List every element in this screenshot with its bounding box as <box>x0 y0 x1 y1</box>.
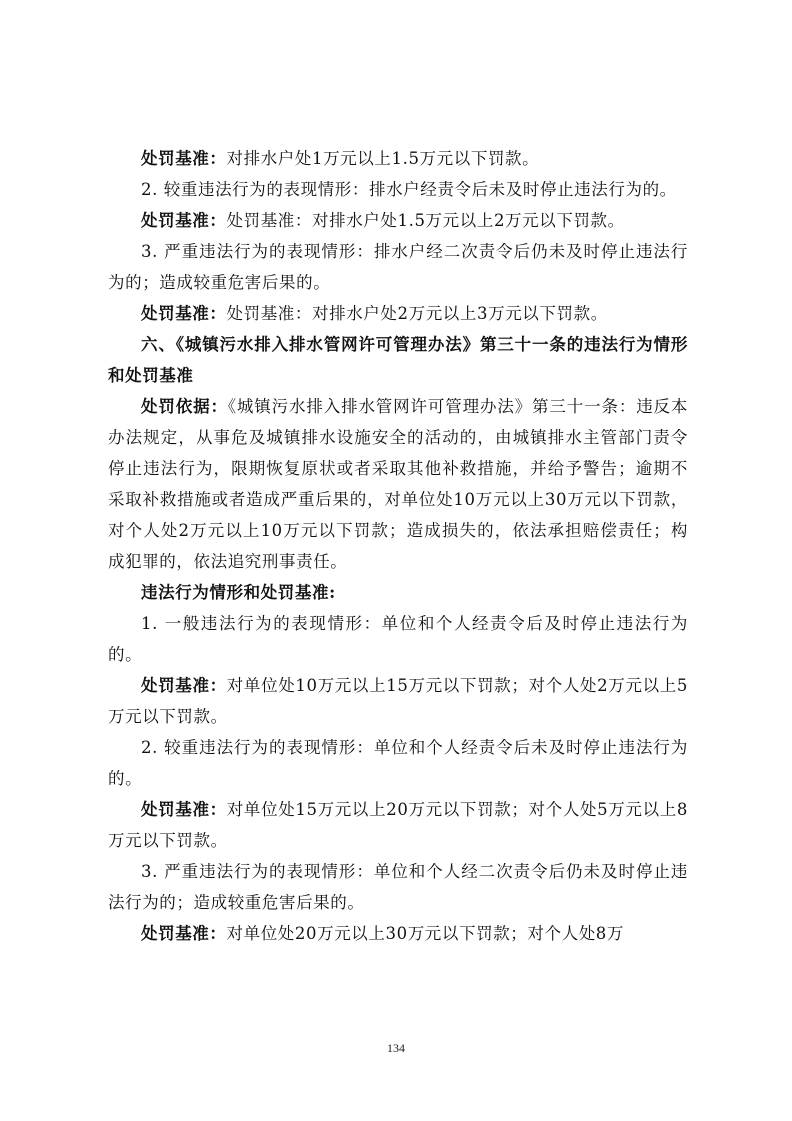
paragraph-text: 对单位处20万元以上30万元以下罚款；对个人处8万 <box>226 924 624 943</box>
paragraph-text: 处罚基准：对排水户处2万元以上3万元以下罚款。 <box>226 304 608 323</box>
document-body <box>108 143 688 949</box>
paragraph-text: 1. 一般违法行为的表现情形：单位和个人经责令后及时停止违法行为的。 <box>108 614 688 664</box>
paragraph-text: 2. 较重违法行为的表现情形：排水户经责令后未及时停止违法行为的。 <box>141 180 677 199</box>
section-heading <box>108 329 688 391</box>
paragraph <box>108 732 688 794</box>
paragraph <box>108 608 688 670</box>
paragraph-bold-lead: 违法行为情形和处罚基准: <box>141 583 336 602</box>
paragraph-text: 《城镇污水排入排水管网许可管理办法》第三十一条：违反本办法规定，从事危及城镇排水设施安全的活动的，由城镇排水主管部门责令停止违法行为，限期恢复原状或者采取其他补救措施，并给予警告；逾期不采取补救措施或者造成严重后果的，对单位处10万元以上30万元以下罚款，对个人处2万元以上10万元以下罚款；造成损失的，依法承担赔偿责任；构成犯罪的，依法追究刑事责任。 <box>108 397 689 571</box>
paragraph-bold-lead: 处罚基准： <box>141 304 227 323</box>
paragraph-bold-lead: 处罚依据： <box>141 397 228 416</box>
paragraph-bold-lead: 处罚基准： <box>141 800 227 819</box>
paragraph-text: 处罚基准：对排水户处1.5万元以上2万元以下罚款。 <box>226 211 625 230</box>
paragraph-bold-lead: 处罚基准： <box>141 924 227 943</box>
paragraph-text: 对单位处15万元以上20万元以下罚款；对个人处5万元以上8万元以下罚款。 <box>108 800 689 850</box>
paragraph-text: 3. 严重违法行为的表现情形：单位和个人经二次责令后仍未及时停止违法行为的；造成较重危害后果的。 <box>108 862 688 912</box>
paragraph <box>108 577 688 608</box>
paragraph <box>108 298 688 329</box>
page-number: 134 <box>387 1041 405 1055</box>
paragraph <box>108 174 688 205</box>
section-heading-text: 六、《城镇污水排入排水管网许可管理办法》第三十一条的违法行为情形和处罚基准 <box>108 335 688 385</box>
paragraph <box>108 794 688 856</box>
paragraph-bold-lead: 处罚基准： <box>141 676 227 695</box>
paragraph-text: 对单位处10万元以上15万元以下罚款；对个人处2万元以上5万元以下罚款。 <box>108 676 689 726</box>
paragraph <box>108 236 688 298</box>
paragraph <box>108 391 688 577</box>
paragraph-text: 3. 严重违法行为的表现情形：排水户经二次责令后仍未及时停止违法行为的；造成较重危害后果的。 <box>108 242 688 292</box>
paragraph <box>108 918 688 949</box>
paragraph <box>108 670 688 732</box>
paragraph-text: 2. 较重违法行为的表现情形：单位和个人经责令后未及时停止违法行为的。 <box>108 738 688 788</box>
paragraph-bold-lead: 处罚基准： <box>141 211 227 230</box>
paragraph <box>108 143 688 174</box>
paragraph-text: 对排水户处1万元以上1.5万元以下罚款。 <box>226 149 540 168</box>
paragraph <box>108 205 688 236</box>
paragraph-bold-lead: 处罚基准： <box>141 149 227 168</box>
paragraph <box>108 856 688 918</box>
